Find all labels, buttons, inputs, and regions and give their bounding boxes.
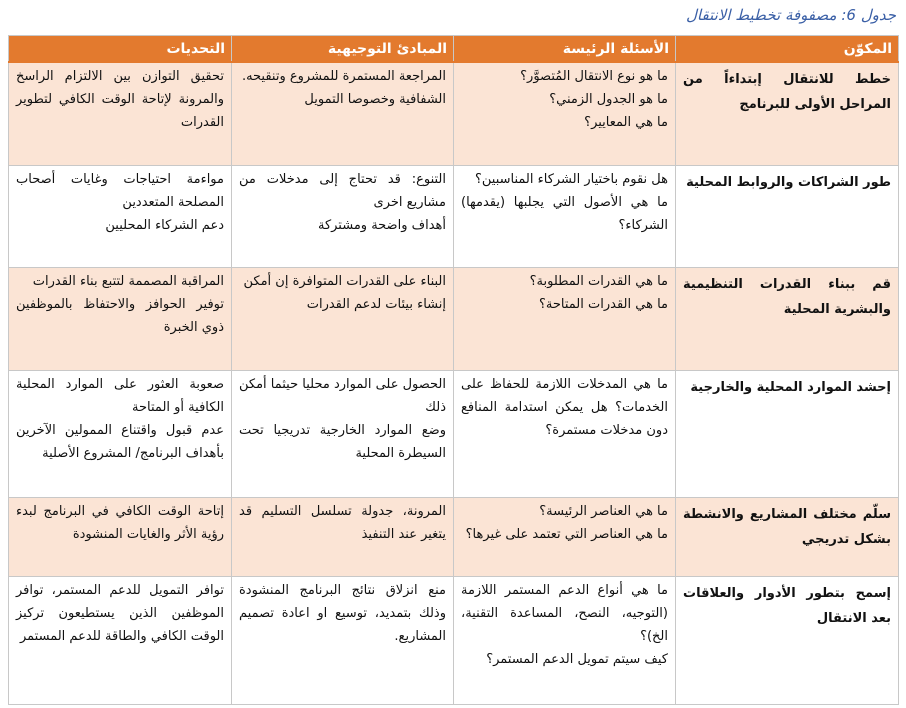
challenges-cell — [9, 166, 232, 268]
cell-line: هل نقوم باختيار الشركاء المناسبين؟ — [474, 172, 668, 187]
questions-cell — [454, 498, 676, 577]
cell-line: منع انزلاق نتائج البرنامج المنشودة وذلك بتمديد، توسيع او اعادة تصميم المشاريع. — [239, 583, 446, 644]
challenges-cell — [9, 577, 232, 705]
cell-line: توافر التمويل للدعم المستمر، توافر الموظفين الذين يستطيعون تركيز الوقت الكافي والطاقة للدعم المستمر — [16, 583, 224, 644]
table-row — [9, 577, 899, 705]
questions-cell — [454, 268, 676, 371]
principles-cell — [232, 577, 454, 705]
table-caption: جدول 6: مصفوفة تخطيط الانتقال — [686, 6, 896, 24]
cell-line: وضع الموارد الخارجية تدريجيا تحت السيطرة المحلية — [239, 423, 446, 461]
table-row — [9, 498, 899, 577]
principles-cell — [232, 62, 454, 166]
component-cell: إحشد الموارد المحلية والخارجية — [676, 371, 899, 498]
cell-line: دعم الشركاء المحليين — [105, 218, 224, 233]
questions-cell — [454, 371, 676, 498]
principles-cell — [232, 166, 454, 268]
challenges-cell — [9, 371, 232, 498]
questions-cell — [454, 62, 676, 166]
cell-line: ما هي المعايير؟ — [584, 115, 668, 130]
component-cell: طور الشراكات والروابط المحلية — [676, 166, 899, 268]
principles-cell — [232, 498, 454, 577]
cell-line: ما هو الجدول الزمني؟ — [549, 92, 668, 107]
challenges-cell — [9, 62, 232, 166]
principles-cell — [232, 371, 454, 498]
table-row — [9, 268, 899, 371]
cell-line: صعوبة العثور على الموارد المحلية الكافية أو المتاحة — [16, 377, 224, 415]
cell-line: التنوع: قد تحتاج إلى مدخلات من مشاريع اخرى — [239, 172, 446, 210]
challenges-cell — [9, 268, 232, 371]
questions-cell — [454, 577, 676, 705]
header-component: المكوّن — [676, 36, 899, 63]
cell-line: الحصول على الموارد محليا حيثما أمكن ذلك — [239, 377, 446, 415]
transition-planning-matrix — [8, 35, 899, 705]
component-cell: قم ببناء القدرات التنظيمية والبشرية المحلية — [676, 268, 899, 371]
cell-line: ما هي الأصول التي يجلبها (يقدمها) الشركاء؟ — [461, 195, 668, 233]
table-row — [9, 166, 899, 268]
table-row — [9, 371, 899, 498]
cell-line: ما هو نوع الانتقال المُتصوَّر؟ — [520, 69, 668, 84]
header-challenges: التحديات — [9, 36, 232, 63]
header-principles: المبادئ التوجيهية — [232, 36, 454, 63]
table-row — [9, 62, 899, 166]
cell-line: كيف سيتم تمويل الدعم المستمر؟ — [486, 652, 668, 667]
cell-line: إنشاء بيئات لدعم القدرات — [306, 297, 446, 312]
cell-line: ما هي المدخلات اللازمة للحفاظ على الخدمات؟ هل يمكن استدامة المنافع دون مدخلات مستمرة؟ — [461, 377, 668, 438]
cell-line: ما هي العناصر التي تعتمد على غيرها؟ — [465, 527, 668, 542]
cell-line: أهداف واضحة ومشتركة — [317, 218, 446, 233]
component-cell: خطط للانتقال إبتداءاً من المراحل الأولى للبرنامج — [676, 62, 899, 166]
cell-line: عدم قبول واقتناع الممولين الآخرين بأهداف البرنامج/ المشروع الأصلية — [16, 423, 224, 461]
cell-line: المراجعة المستمرة للمشروع وتنقيحه. — [241, 69, 446, 84]
cell-line: ما هي العناصر الرئيسة؟ — [539, 504, 668, 519]
component-cell: سلّم مختلف المشاريع والانشطة بشكل تدريجي — [676, 498, 899, 577]
cell-line: مواءمة احتياجات وغايات أصحاب المصلحة المتعددين — [16, 172, 224, 210]
cell-line: البناء على القدرات المتوافرة إن أمكن — [243, 274, 446, 289]
cell-line: المراقبة المصممة لتتبع بناء القدرات — [32, 274, 224, 289]
principles-cell — [232, 268, 454, 371]
cell-line: المرونة، جدولة تسلسل التسليم قد يتغير عند التنفيذ — [239, 504, 446, 542]
cell-line: تحقيق التوازن بين الالتزام الراسخ والمرونة لإتاحة الوقت الكافي لتطوير القدرات — [16, 69, 224, 130]
cell-line: الشفافية وخصوصا التمويل — [304, 92, 446, 107]
questions-cell — [454, 166, 676, 268]
challenges-cell — [9, 498, 232, 577]
cell-line: ما هي أنواع الدعم المستمر اللازمة (التوجيه، النصح، المساعدة التقنية، الخ)؟ — [461, 583, 668, 644]
cell-line: إتاحة الوقت الكافي في البرنامج لبدء رؤية الأثر والغايات المنشودة — [16, 504, 224, 542]
cell-line: ما هي القدرات المطلوبة؟ — [529, 274, 668, 289]
header-row — [9, 36, 899, 63]
header-questions: الأسئلة الرئيسة — [454, 36, 676, 63]
cell-line: توفير الحوافز والاحتفاظ بالموظفين ذوي الخبرة — [16, 297, 224, 335]
cell-line: ما هي القدرات المتاحة؟ — [539, 297, 668, 312]
component-cell: إسمح بتطور الأدوار والعلاقات بعد الانتقال — [676, 577, 899, 705]
